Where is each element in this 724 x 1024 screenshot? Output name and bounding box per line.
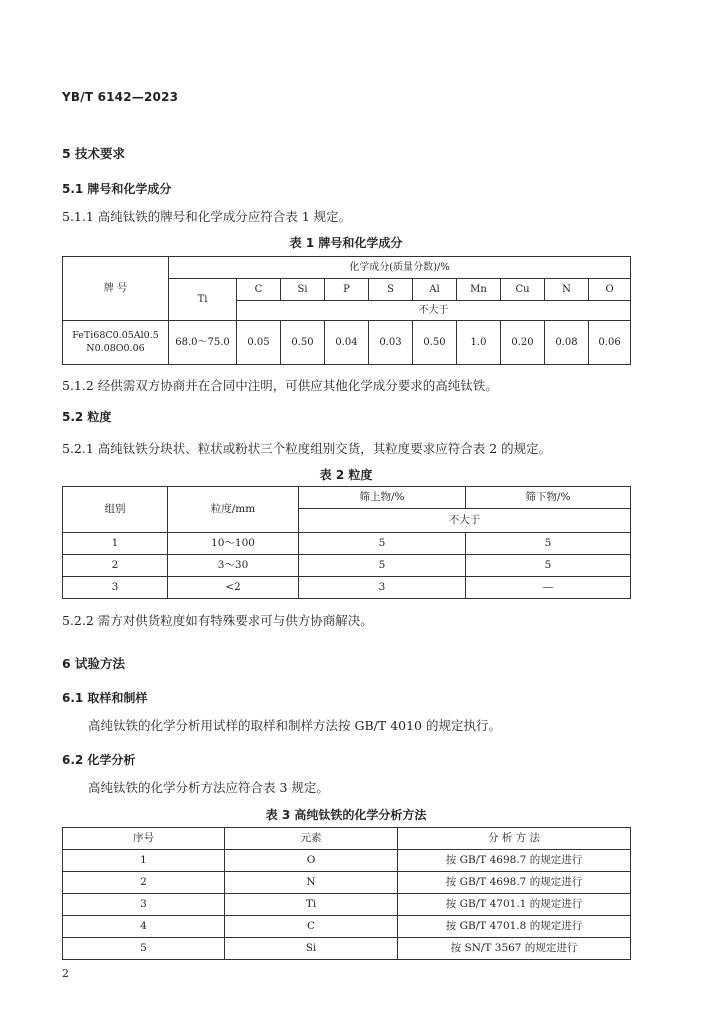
- table2-oversize-header: 筛上物/%: [299, 487, 466, 509]
- table3-no: 4: [63, 916, 225, 938]
- standard-code: YB/T 6142—2023: [62, 90, 179, 104]
- table1-value: 68.0～75.0: [169, 321, 237, 365]
- table2-size: <2: [168, 577, 299, 599]
- table3-no: 5: [63, 938, 225, 960]
- table3-method: 按 GB/T 4701.1 的规定进行: [398, 894, 631, 916]
- table3-method: 按 GB/T 4701.8 的规定进行: [398, 916, 631, 938]
- table1-element-header: Al: [413, 279, 457, 301]
- table3-method-header: 分 析 方 法: [398, 828, 631, 850]
- section-6-1-title: 6.1 取样和制样: [62, 691, 148, 705]
- table2-undersize-header: 筛下物/%: [466, 487, 631, 509]
- table-row: [63, 850, 631, 872]
- table2-group: 1: [63, 533, 168, 555]
- table1-element-header: Cu: [501, 279, 545, 301]
- table1-composition-header: 化学成分(质量分数)/%: [169, 257, 631, 279]
- table1-caption: 表 1 牌号和化学成分: [289, 236, 403, 250]
- table3-method: 按 GB/T 4698.7 的规定进行: [398, 872, 631, 894]
- table2-undersize: —: [466, 577, 631, 599]
- table2-undersize: 5: [466, 555, 631, 577]
- table1-composition: [62, 256, 631, 365]
- table1-value: 0.08: [545, 321, 589, 365]
- table1-value: 0.03: [369, 321, 413, 365]
- clause-5-1-2: 5.1.2 经供需双方协商并在合同中注明，可供应其他化学成分要求的高纯钛铁。: [62, 378, 498, 393]
- table1-element-header: O: [589, 279, 631, 301]
- clause-5-2-2: 5.2.2 需方对供货粒度如有特殊要求可与供方协商解决。: [62, 613, 373, 628]
- section-5-2-title: 5.2 粒度: [62, 410, 112, 424]
- table3-element: N: [225, 872, 398, 894]
- clause-5-2-1: 5.2.1 高纯钛铁分块状、粒状或粉状三个粒度组别交货，其粒度要求应符合表 2 的规定。: [62, 441, 552, 456]
- table-row: [63, 938, 631, 960]
- table2-undersize: 5: [466, 533, 631, 555]
- table3-element: O: [225, 850, 398, 872]
- table1-grade-header: 牌 号: [63, 257, 169, 321]
- table2-size: 3～30: [168, 555, 299, 577]
- table2-size: 10～100: [168, 533, 299, 555]
- table-row: [63, 555, 631, 577]
- table3-element: Si: [225, 938, 398, 960]
- table3-no: 3: [63, 894, 225, 916]
- table1-element-header: C: [237, 279, 281, 301]
- table-row: [63, 533, 631, 555]
- table2-group: 3: [63, 577, 168, 599]
- table2-particle-size: [62, 486, 631, 599]
- table2-group: 2: [63, 555, 168, 577]
- table-row: [63, 872, 631, 894]
- table3-no: 2: [63, 872, 225, 894]
- table2-oversize: 5: [299, 533, 466, 555]
- table3-no-header: 序号: [63, 828, 225, 850]
- table1-value: 0.05: [237, 321, 281, 365]
- table2-oversize: 5: [299, 555, 466, 577]
- section-6-2-title: 6.2 化学分析: [62, 753, 136, 767]
- table3-method: 按 SN/T 3567 的规定进行: [398, 938, 631, 960]
- table1-value: 1.0: [457, 321, 501, 365]
- table1-element-header: S: [369, 279, 413, 301]
- table1-value: 0.06: [589, 321, 631, 365]
- table1-element-header: Si: [281, 279, 325, 301]
- section-5-1-title: 5.1 牌号和化学成分: [62, 182, 172, 196]
- table2-size-header: 粒度/mm: [168, 487, 299, 533]
- section-6-title: 6 试验方法: [62, 656, 126, 671]
- table3-element: Ti: [225, 894, 398, 916]
- clause-5-1-1: 5.1.1 高纯钛铁的牌号和化学成分应符合表 1 规定。: [62, 209, 352, 224]
- table-row: [63, 916, 631, 938]
- table1-value: 0.50: [281, 321, 325, 365]
- table3-element-header: 元素: [225, 828, 398, 850]
- page-number: 2: [62, 967, 69, 980]
- table3-no: 1: [63, 850, 225, 872]
- table1-value: 0.20: [501, 321, 545, 365]
- table1-element-header: N: [545, 279, 589, 301]
- section-5-title: 5 技术要求: [62, 146, 126, 161]
- table1-ti-header: Ti: [169, 279, 237, 321]
- table-row: [63, 577, 631, 599]
- table3-caption: 表 3 高纯钛铁的化学分析方法: [265, 808, 427, 822]
- table1-grade: FeTi68C0.05Al0.5 N0.08O0.06: [63, 321, 169, 365]
- table1-element-header: Mn: [457, 279, 501, 301]
- clause-6-2-text: 高纯钛铁的化学分析方法应符合表 3 规定。: [88, 780, 329, 795]
- table2-not-more-than: 不大于: [299, 509, 631, 533]
- table1-value: 0.04: [325, 321, 369, 365]
- table-row: [63, 894, 631, 916]
- table3-analysis-methods: [62, 827, 631, 960]
- clause-6-1-text: 高纯钛铁的化学分析用试样的取样和制样方法按 GB/T 4010 的规定执行。: [88, 718, 501, 733]
- table2-group-header: 组别: [63, 487, 168, 533]
- table1-not-more-than: 不大于: [237, 301, 631, 321]
- table2-oversize: 3: [299, 577, 466, 599]
- table3-method: 按 GB/T 4698.7 的规定进行: [398, 850, 631, 872]
- table1-value: 0.50: [413, 321, 457, 365]
- table3-element: C: [225, 916, 398, 938]
- table1-element-header: P: [325, 279, 369, 301]
- table2-caption: 表 2 粒度: [319, 468, 373, 482]
